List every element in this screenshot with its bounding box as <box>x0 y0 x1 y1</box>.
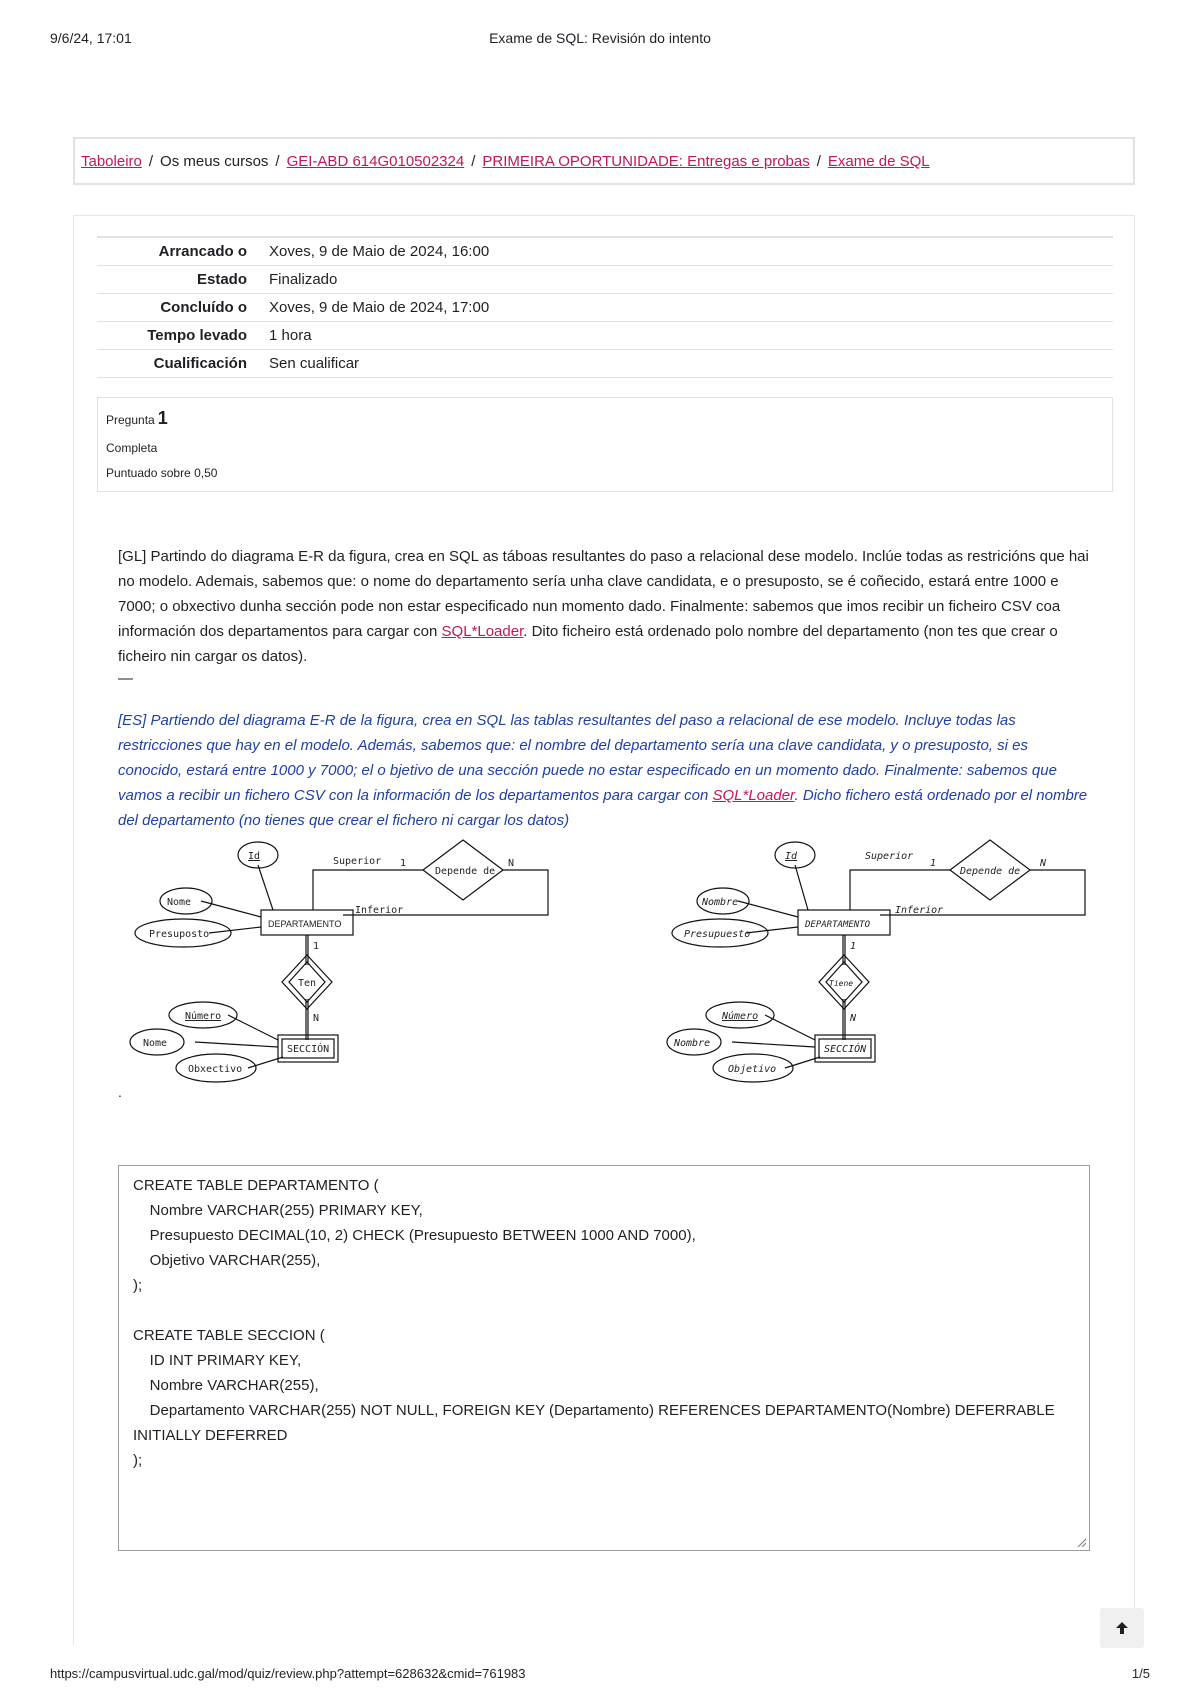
diagram-weak-relationship: Ten <box>298 978 317 989</box>
summary-label: Concluído o <box>160 299 247 316</box>
diagram-attr-nome: Nome <box>167 897 192 908</box>
diagram-attr-id: Id <box>248 851 261 862</box>
print-date: 9/6/24, 17:01 <box>50 30 132 46</box>
diagram-es-role-superior: Superior <box>865 851 914 862</box>
breadcrumb-quiz[interactable]: Exame de SQL <box>827 153 930 170</box>
answer-text: CREATE TABLE DEPARTAMENTO ( Nombre VARCHAR(255) PRIMARY KEY, Presupuesto DECIMAL(10, 2) CHECK (Presupuesto BETWEEN 1000 AND 7000), Objetivo VARCHAR(255), ); CREATE TABLE SECCION ( ID INT PRIMARY KEY, Nombre VARCHAR(255), Departamento VARCHAR(255) NOT NULL, FOREIGN KEY (Departamento) REFERENCES DEPARTAMENTO(Nombre) DEFERRABLE INITIALLY DEFERRED ); <box>133 1177 1055 1469</box>
summary-label: Tempo levado <box>147 327 247 344</box>
diagram-es-attr-presupuesto: Presupuesto <box>684 929 751 940</box>
print-header <box>50 30 1150 50</box>
er-diagram-es <box>660 835 1100 1085</box>
breadcrumb-separator: / <box>816 153 821 170</box>
question-info-box <box>97 397 1113 492</box>
diagram-es-entity-departamento: DEPARTAMENTO <box>805 920 871 930</box>
summary-value: Xoves, 9 de Maio de 2024, 17:00 <box>269 299 490 316</box>
question-state: Completa <box>106 441 158 455</box>
diagram-weak-card-n: N <box>313 1013 320 1024</box>
question-label: Pregunta <box>106 413 155 427</box>
diagram-attr-numero: Número <box>185 1011 222 1022</box>
breadcrumb-separator: / <box>148 153 154 170</box>
diagram-es-attr-id: Id <box>785 851 798 862</box>
breadcrumb-separator: / <box>275 153 280 170</box>
diagram-card-1: 1 <box>400 858 407 869</box>
arrow-up-icon <box>1114 1620 1130 1636</box>
summary-value: Finalizado <box>269 271 338 288</box>
print-page-number: 1/5 <box>1131 1666 1150 1681</box>
diagram-es-attr-nombre: Nombre <box>702 897 739 908</box>
back-to-top-button[interactable] <box>1100 1608 1144 1648</box>
breadcrumb-separator: / <box>471 153 476 170</box>
diagram-es-attr-objetivo: Objetivo <box>728 1064 777 1075</box>
diagram-es-weak-card-1: 1 <box>850 941 857 952</box>
resize-handle-icon[interactable] <box>1076 1537 1086 1547</box>
diagram-es-entity-seccion: SECCIÓN <box>824 1044 867 1055</box>
diagram-attr-presuposto: Presuposto <box>149 929 210 940</box>
diagram-es-attr-numero: Número <box>722 1011 759 1022</box>
question-text-es-end: . Dicho fichero está ordenado por el nombre del departamento (no tienes que crear el fichero ni cargar los datos) <box>118 787 1088 829</box>
summary-value: Sen cualificar <box>269 355 360 372</box>
question-number <box>106 408 168 429</box>
diagram-es-card-1: 1 <box>930 858 937 869</box>
diagram-es-relationship: Depende de <box>960 866 1021 877</box>
breadcrumb-dashboard[interactable]: Taboleiro <box>81 153 142 170</box>
diagram-role-inferior: Inferior <box>355 905 404 916</box>
summary-row-completed <box>97 294 1113 322</box>
diagram-es-attr-nombre-seccion: Nombre <box>674 1038 711 1049</box>
breadcrumb <box>81 153 930 170</box>
sql-loader-link[interactable]: SQL*Loader <box>441 623 524 640</box>
summary-value: Xoves, 9 de Maio de 2024, 16:00 <box>269 243 490 260</box>
diagram-role-superior: Superior <box>333 856 382 867</box>
er-diagram-gl <box>123 835 563 1085</box>
question-text-es-body: [ES] Partiendo del diagrama E-R de la figura, crea en SQL las tablas resultantes del paso a relacional de ese modelo. Incluye todas las restricciones que hay en el modelo. Además, sabemos que: el nombre del departamento sería una clave candidata, y o presuposto, si es conocido, estará entre 1000 y 7000; el o bjetivo de una sección puede no estar especificado en un momento dado. Finalmente: sabemos que vamos a recibir un fichero CSV con la información de los departamentos para cargar con <box>118 712 1057 804</box>
summary-label: Cualificación <box>153 355 247 372</box>
summary-row-started <box>97 238 1113 266</box>
diagram-attr-nome-seccion: Nome <box>143 1038 168 1049</box>
summary-label: Arrancado o <box>158 243 247 260</box>
question-number-value: 1 <box>157 408 168 428</box>
diagram-es-role-inferior: Inferior <box>895 905 944 916</box>
question-text-gl-end: . Dito ficheiro está ordenado polo nombre del departamento (non tes que crear o ficheiro nin cargar os datos). <box>118 623 1058 665</box>
trailing-dot: . <box>118 1084 122 1100</box>
question-text-gl <box>118 544 1090 669</box>
summary-row-grade <box>97 350 1113 378</box>
print-footer <box>50 1666 1150 1686</box>
diagram-es-card-n: N <box>1040 858 1047 869</box>
question-text-gl-body: [GL] Partindo do diagrama E-R da figura, crea en SQL as táboas resultantes do paso a relacional dese modelo. Inclúe todas as restricións que hai no modelo. Ademais, sabemos que: o nome do departamento sería unha clave candidata, e o presuposto, se é coñecido, estará entre 1000 e 7000; o obxectivo dunha sección pode non estar especificado nun momento dado. Finalmente: sabemos que imos recibir un ficheiro CSV coa información dos departamentos para cargar con <box>118 548 1089 640</box>
diagram-card-n: N <box>508 858 515 869</box>
diagram-attr-obxectivo: Obxectivo <box>188 1064 243 1075</box>
breadcrumb-section[interactable]: PRIMEIRA OPORTUNIDADE: Entregas e probas <box>482 153 810 170</box>
print-title: Exame de SQL: Revisión do intento <box>489 30 711 46</box>
print-url: https://campusvirtual.udc.gal/mod/quiz/review.php?attempt=628632&cmid=761983 <box>50 1666 526 1681</box>
question-text-es <box>118 708 1090 833</box>
diagram-es-weak-card-n: N <box>850 1013 857 1024</box>
summary-label: Estado <box>196 271 247 288</box>
answer-textarea[interactable] <box>118 1165 1090 1551</box>
diagram-entity-seccion: SECCIÓN <box>287 1044 330 1055</box>
language-separator: — <box>118 670 133 687</box>
question-grade: Puntuado sobre 0,50 <box>106 466 218 480</box>
diagram-weak-card-1: 1 <box>313 941 320 952</box>
summary-value: 1 hora <box>269 327 312 344</box>
sql-loader-link-es[interactable]: SQL*Loader <box>712 787 795 804</box>
diagram-es-weak-relationship: Tiene <box>829 979 854 988</box>
attempt-summary-table <box>97 236 1113 378</box>
breadcrumb-bar <box>73 137 1135 185</box>
diagram-relationship: Depende de <box>435 866 496 877</box>
summary-row-time-taken <box>97 322 1113 350</box>
breadcrumb-my-courses: Os meus cursos <box>160 153 269 170</box>
summary-row-state <box>97 266 1113 294</box>
breadcrumb-course[interactable]: GEI-ABD 614G010502324 <box>286 153 465 170</box>
diagram-entity-departamento: DEPARTAMENTO <box>268 919 342 929</box>
